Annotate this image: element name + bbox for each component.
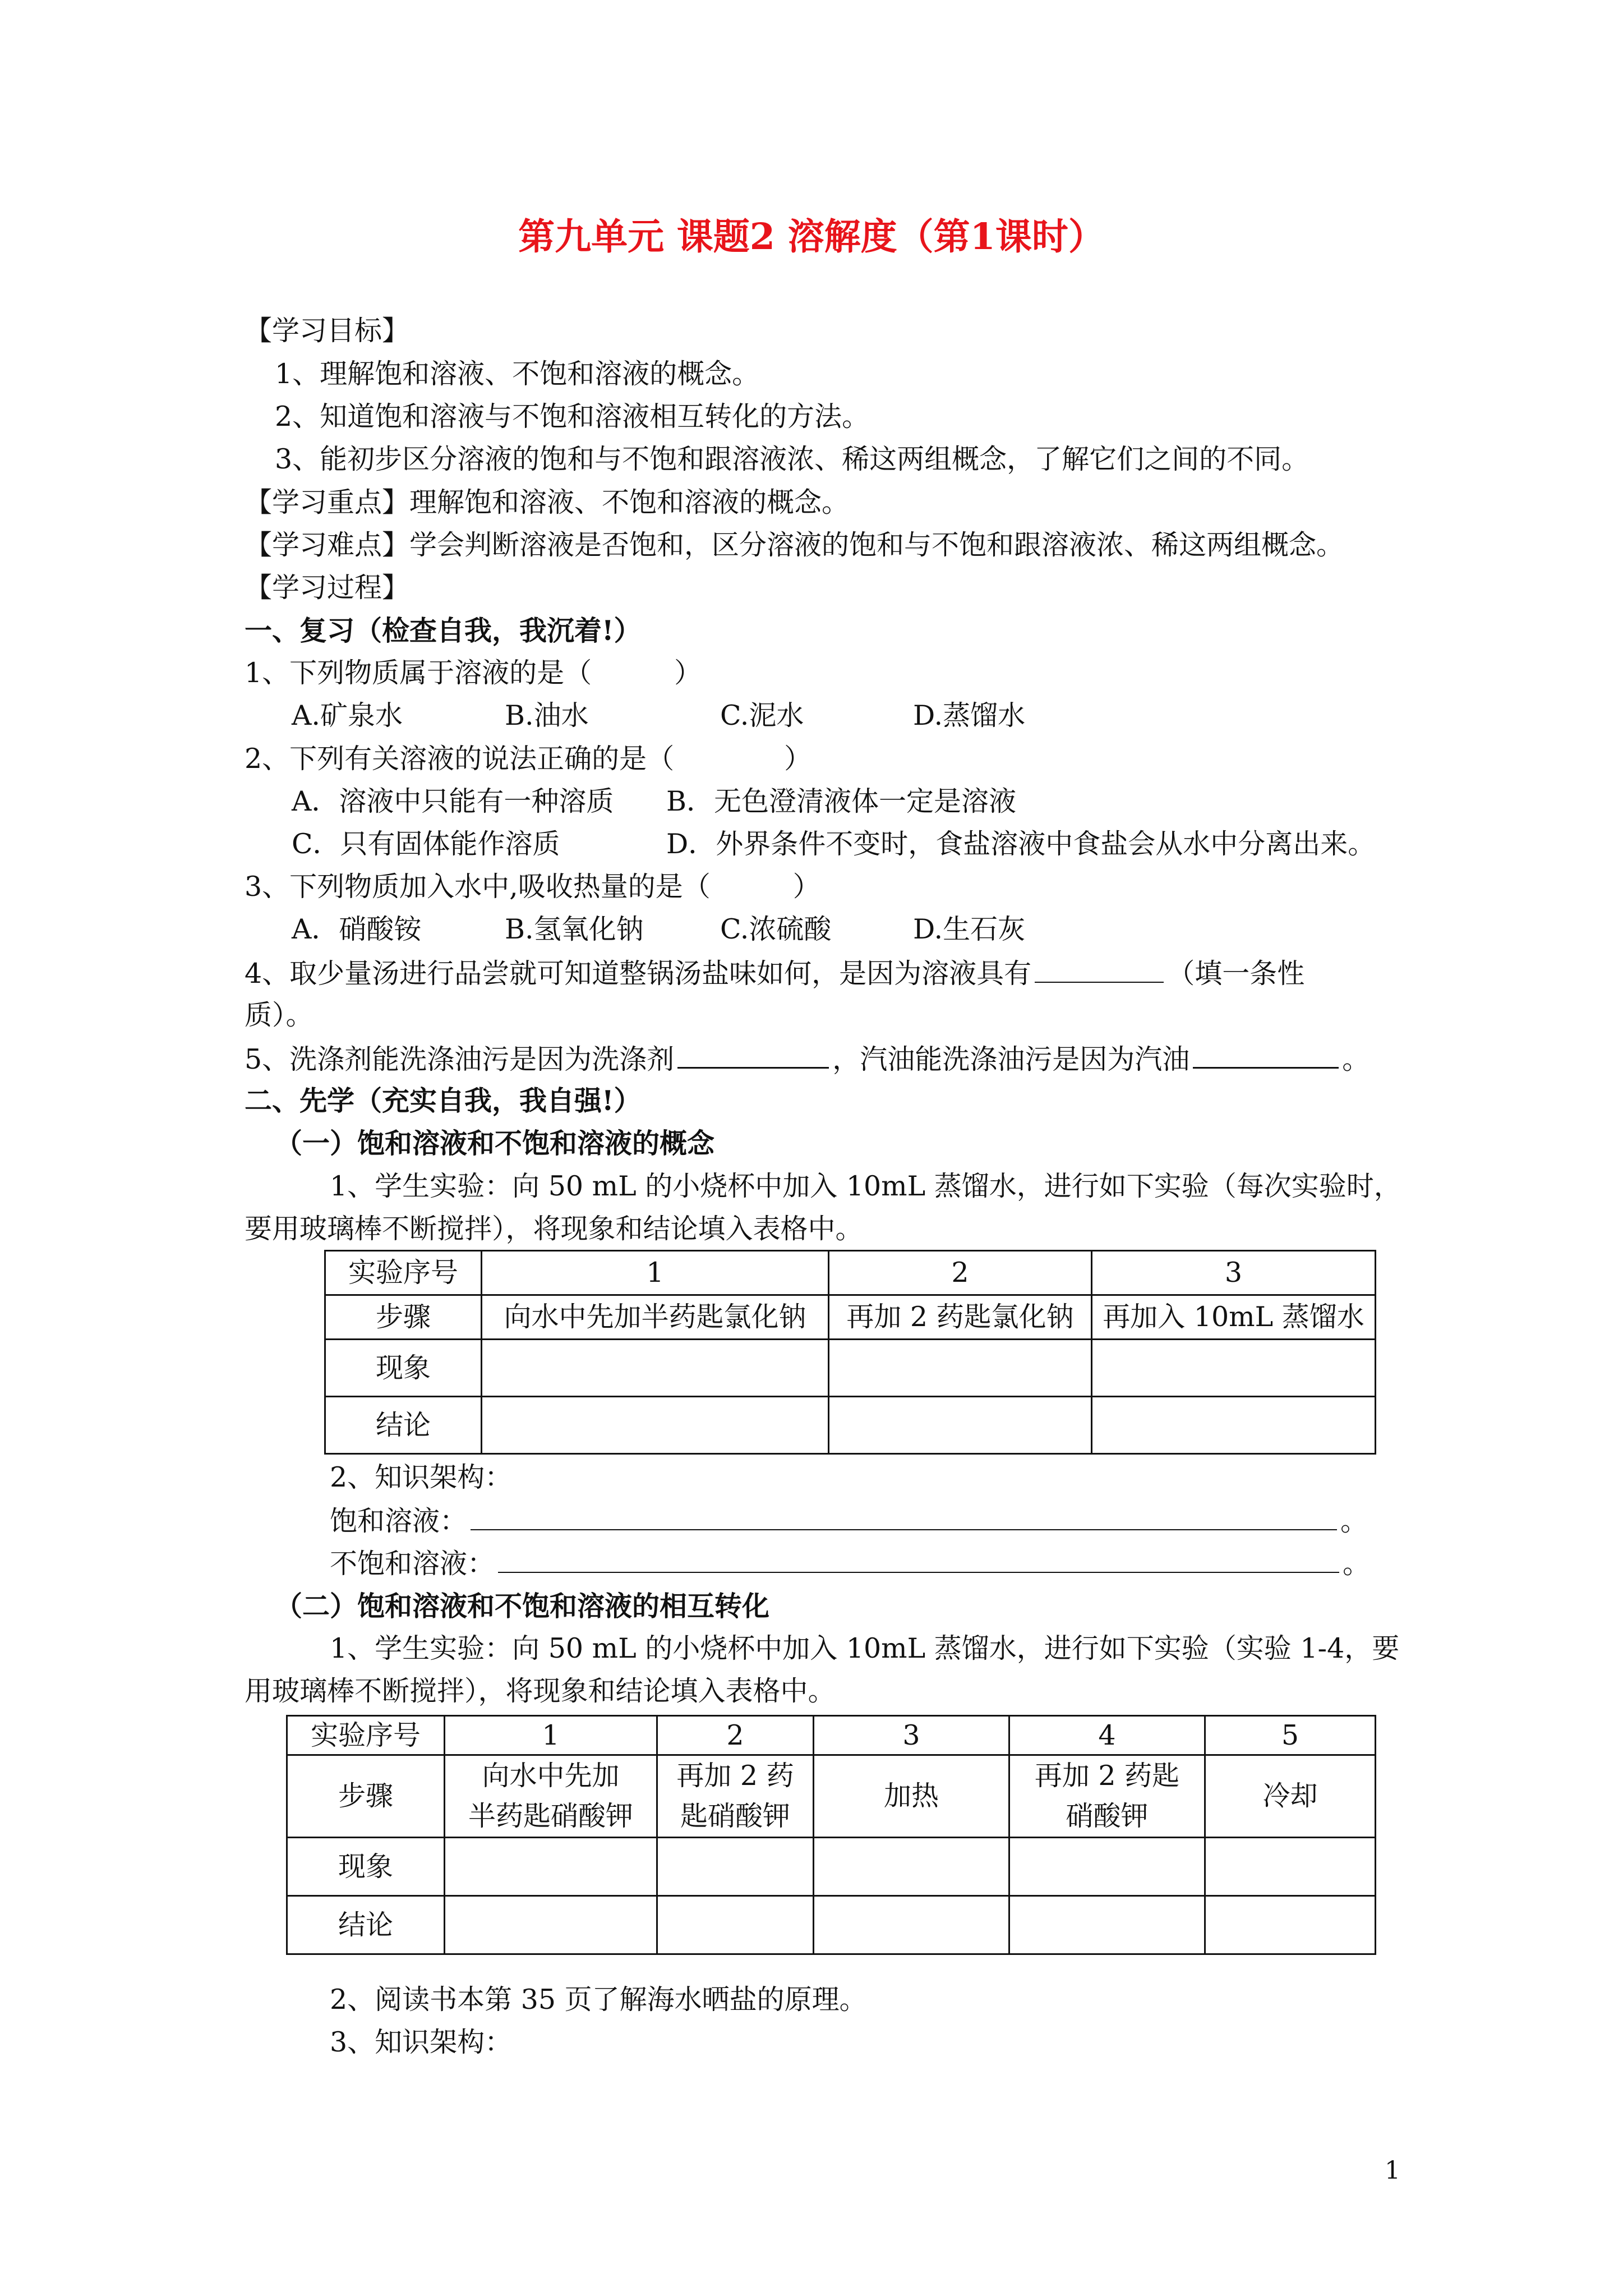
table2-step-cell: 加热 <box>814 1755 1009 1838</box>
saturated-line: 饱和溶液： 。 <box>330 1503 1368 1538</box>
key-point: 【学习重点】理解饱和溶液、不饱和溶液的概念。 <box>245 486 850 518</box>
question-4: 4、取少量汤进行品尝就可知道整锅汤盐味如何，是因为溶液具有 （填一条性 <box>245 956 1304 991</box>
q3-option-a: A．硝酸铵 <box>292 913 422 945</box>
table1-conclusion-label: 结论 <box>325 1397 482 1454</box>
q2-option-a: A．溶液中只能有一种溶质 <box>292 785 614 817</box>
page-title: 第九单元 课题2 溶解度（第1课时） <box>518 215 1105 258</box>
experiment-table-2 <box>286 1715 1376 1955</box>
question-4-cont: 质）。 <box>245 999 313 1031</box>
q3-option-b: B.氢氧化钠 <box>505 913 644 945</box>
unsaturated-line: 不饱和溶液： 。 <box>330 1546 1370 1581</box>
subsection-1-heading: （一）饱和溶液和不饱和溶液的概念 <box>275 1127 715 1159</box>
table1-empty-cell[interactable] <box>829 1397 1092 1454</box>
unsaturated-answer-blank[interactable] <box>498 1546 1339 1573</box>
knowledge-framework-2: 3、知识架构： <box>330 2026 513 2058</box>
question-1: 1、下列物质属于溶液的是（ ） <box>245 657 702 689</box>
table2-empty-cell[interactable] <box>1205 1896 1376 1954</box>
table1-empty-cell[interactable] <box>482 1397 829 1454</box>
experiment-1-text-cont: 要用玻璃棒不断搅拌），将现象和结论填入表格中。 <box>245 1213 863 1245</box>
table2-header: 3 <box>814 1716 1009 1755</box>
table1-step-cell: 再加入 10mL 蒸馏水 <box>1092 1295 1376 1340</box>
q1-option-c: C.泥水 <box>720 700 804 731</box>
page-number: 1 <box>1385 2156 1400 2185</box>
experiment-1-text: 1、学生实验：向 50 mL 的小烧杯中加入 10mL 蒸馏水，进行如下实验（每次实验时， <box>330 1170 1401 1202</box>
table2-empty-cell[interactable] <box>814 1896 1009 1954</box>
table2-header: 4 <box>1009 1716 1205 1755</box>
q5-answer-blank-2[interactable] <box>1193 1041 1339 1069</box>
q3-option-c: C.浓硫酸 <box>720 913 832 945</box>
review-heading: 一、复习（检查自我，我沉着!） <box>245 614 642 647</box>
table2-step-cell: 再加 2 药匙 硝酸钾 <box>1009 1755 1205 1838</box>
table2-conclusion-label: 结论 <box>287 1896 445 1954</box>
q2-option-b: B．无色澄清液体一定是溶液 <box>666 785 1017 817</box>
table2-step-cell: 冷却 <box>1205 1755 1376 1838</box>
table2-step-cell: 再加 2 药 匙硝酸钾 <box>657 1755 814 1838</box>
q1-option-d: D.蒸馏水 <box>913 700 1026 731</box>
q1-option-b: B.油水 <box>505 700 589 731</box>
table1-empty-cell[interactable] <box>482 1340 829 1397</box>
table1-header: 2 <box>829 1251 1092 1295</box>
q2-option-d: D．外界条件不变时，食盐溶液中食盐会从水中分离出来。 <box>666 828 1376 860</box>
table2-empty-cell[interactable] <box>445 1838 657 1896</box>
knowledge-framework-1: 2、知识架构： <box>330 1461 513 1493</box>
table2-header: 实验序号 <box>287 1716 445 1755</box>
q2-option-c: C．只有固体能作溶质 <box>292 828 560 860</box>
prestudy-heading: 二、先学（充实自我，我自强!） <box>245 1084 642 1117</box>
q1-option-a: A.矿泉水 <box>292 700 403 731</box>
table2-empty-cell[interactable] <box>1009 1896 1205 1954</box>
table2-empty-cell[interactable] <box>814 1838 1009 1896</box>
difficulty: 【学习难点】学会判断溶液是否饱和，区分溶液的饱和与不饱和跟溶液浓、稀这两组概念。 <box>245 529 1344 561</box>
table1-step-cell: 再加 2 药匙氯化钠 <box>829 1295 1092 1340</box>
question-3: 3、下列物质加入水中,吸收热量的是（ ） <box>245 871 820 903</box>
q5-answer-blank-1[interactable] <box>677 1041 829 1069</box>
table2-empty-cell[interactable] <box>1205 1838 1376 1896</box>
section-process: 【学习过程】 <box>245 572 410 604</box>
table2-empty-cell[interactable] <box>1009 1838 1205 1896</box>
table1-empty-cell[interactable] <box>829 1340 1092 1397</box>
table2-header: 2 <box>657 1716 814 1755</box>
table1-header: 3 <box>1092 1251 1376 1295</box>
question-2: 2、下列有关溶液的说法正确的是（ ） <box>245 743 812 775</box>
experiment-table-1 <box>324 1250 1376 1455</box>
table1-header: 实验序号 <box>325 1251 482 1295</box>
table2-empty-cell[interactable] <box>657 1838 814 1896</box>
table1-header: 1 <box>482 1251 829 1295</box>
table2-header: 5 <box>1205 1716 1376 1755</box>
section-goals: 【学习目标】 <box>245 315 410 347</box>
table2-empty-cell[interactable] <box>445 1896 657 1954</box>
q3-option-d: D.生石灰 <box>913 913 1026 945</box>
table1-empty-cell[interactable] <box>1092 1397 1376 1454</box>
table1-phenomenon-label: 现象 <box>325 1340 482 1397</box>
reading-task: 2、阅读书本第 35 页了解海水晒盐的原理。 <box>330 1984 867 2016</box>
goal-1: 1、理解饱和溶液、不饱和溶液的概念。 <box>275 358 760 390</box>
table1-steps-label: 步骤 <box>325 1295 482 1340</box>
table1-empty-cell[interactable] <box>1092 1340 1376 1397</box>
table1-step-cell: 向水中先加半药匙氯化钠 <box>482 1295 829 1340</box>
table2-empty-cell[interactable] <box>657 1896 814 1954</box>
table2-phenomenon-label: 现象 <box>287 1838 445 1896</box>
experiment-2-text: 1、学生实验：向 50 mL 的小烧杯中加入 10mL 蒸馏水，进行如下实验（实验 1-4，要 <box>330 1632 1400 1664</box>
saturated-answer-blank[interactable] <box>471 1503 1337 1530</box>
experiment-2-text-cont: 用玻璃棒不断搅拌），将现象和结论填入表格中。 <box>245 1675 836 1707</box>
goal-3: 3、能初步区分溶液的饱和与不饱和跟溶液浓、稀这两组概念，了解它们之间的不同。 <box>275 443 1310 475</box>
subsection-2-heading: （二）饱和溶液和不饱和溶液的相互转化 <box>275 1590 770 1622</box>
goal-2: 2、知道饱和溶液与不饱和溶液相互转化的方法。 <box>275 401 870 432</box>
q4-answer-blank[interactable] <box>1035 956 1164 983</box>
table2-step-cell: 向水中先加 半药匙硝酸钾 <box>445 1755 657 1838</box>
table2-steps-label: 步骤 <box>287 1755 445 1838</box>
table2-header: 1 <box>445 1716 657 1755</box>
question-5: 5、洗涤剂能洗涤油污是因为洗涤剂 ，汽油能洗涤油污是因为汽油 。 <box>245 1041 1370 1076</box>
